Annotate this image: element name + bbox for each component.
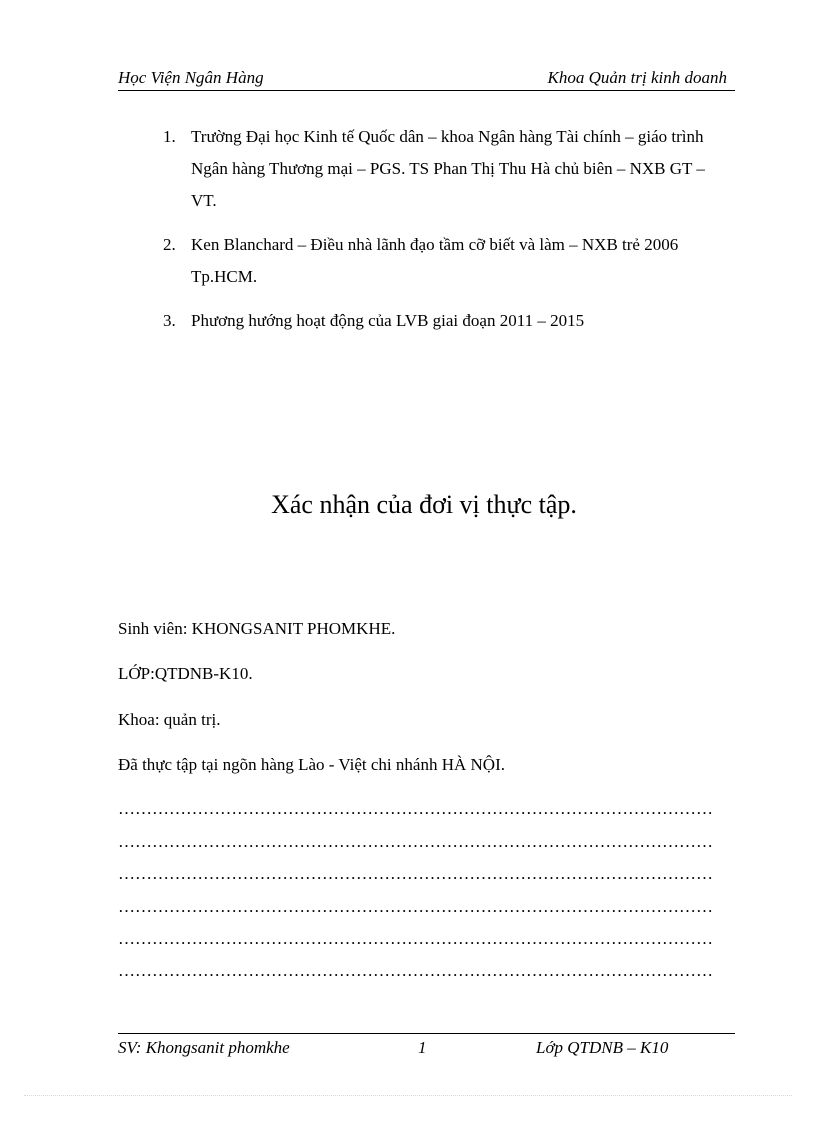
student-faculty: Khoa: quản trị.: [118, 710, 221, 729]
reference-list: [163, 121, 733, 349]
footer-student: SV: Khongsanit phomkhe: [118, 1038, 290, 1057]
dotted-line: ……………………………………………………………………………………………: [118, 897, 713, 916]
reference-number: 2.: [163, 235, 176, 254]
reference-item: [163, 121, 733, 217]
dotted-line: ……………………………………………………………………………………………: [118, 832, 713, 851]
page-bottom-divider: [24, 1095, 792, 1096]
footer-class: Lớp QTDNB – K10: [536, 1038, 669, 1057]
reference-text: Ken Blanchard – Điều nhà lãnh đạo tầm cỡ biết và làm – NXB trẻ 2006 Tp.HCM.: [191, 235, 679, 286]
dotted-line: ……………………………………………………………………………………………: [118, 929, 713, 948]
header-institution: Học Viện Ngân Hàng: [118, 68, 264, 87]
confirmation-title: Xác nhận của đơi vị thực tập.: [271, 490, 577, 519]
dotted-line: ……………………………………………………………………………………………: [118, 799, 713, 818]
internship-location: Đã thực tập tại ngõn hàng Lào - Việt chi nhánh HÀ NỘI.: [118, 755, 505, 774]
reference-number: 1.: [163, 127, 176, 146]
dotted-line: ……………………………………………………………………………………………: [118, 961, 713, 980]
header-faculty: Khoa Quản trị kinh doanh: [547, 68, 727, 87]
reference-text: Phương hướng hoạt động của LVB giai đoạn 2011 – 2015: [191, 311, 585, 330]
page-header: [118, 68, 735, 91]
reference-item: [163, 229, 733, 293]
reference-text: Trường Đại học Kinh tế Quốc dân – khoa Ngân hàng Tài chính – giáo trình Ngân hàng Thương mại – PGS. TS Phan Thị Thu Hà chủ biên – NXB GT – VT.: [191, 127, 705, 210]
reference-item: [163, 305, 733, 337]
page-footer: [118, 1033, 735, 1058]
dotted-line: ……………………………………………………………………………………………: [118, 864, 713, 883]
footer-page-number: 1: [418, 1038, 427, 1057]
student-name: Sinh viên: KHONGSANIT PHOMKHE.: [118, 619, 396, 638]
student-class: LỚP:QTDNB-K10.: [118, 664, 253, 683]
reference-number: 3.: [163, 311, 176, 330]
